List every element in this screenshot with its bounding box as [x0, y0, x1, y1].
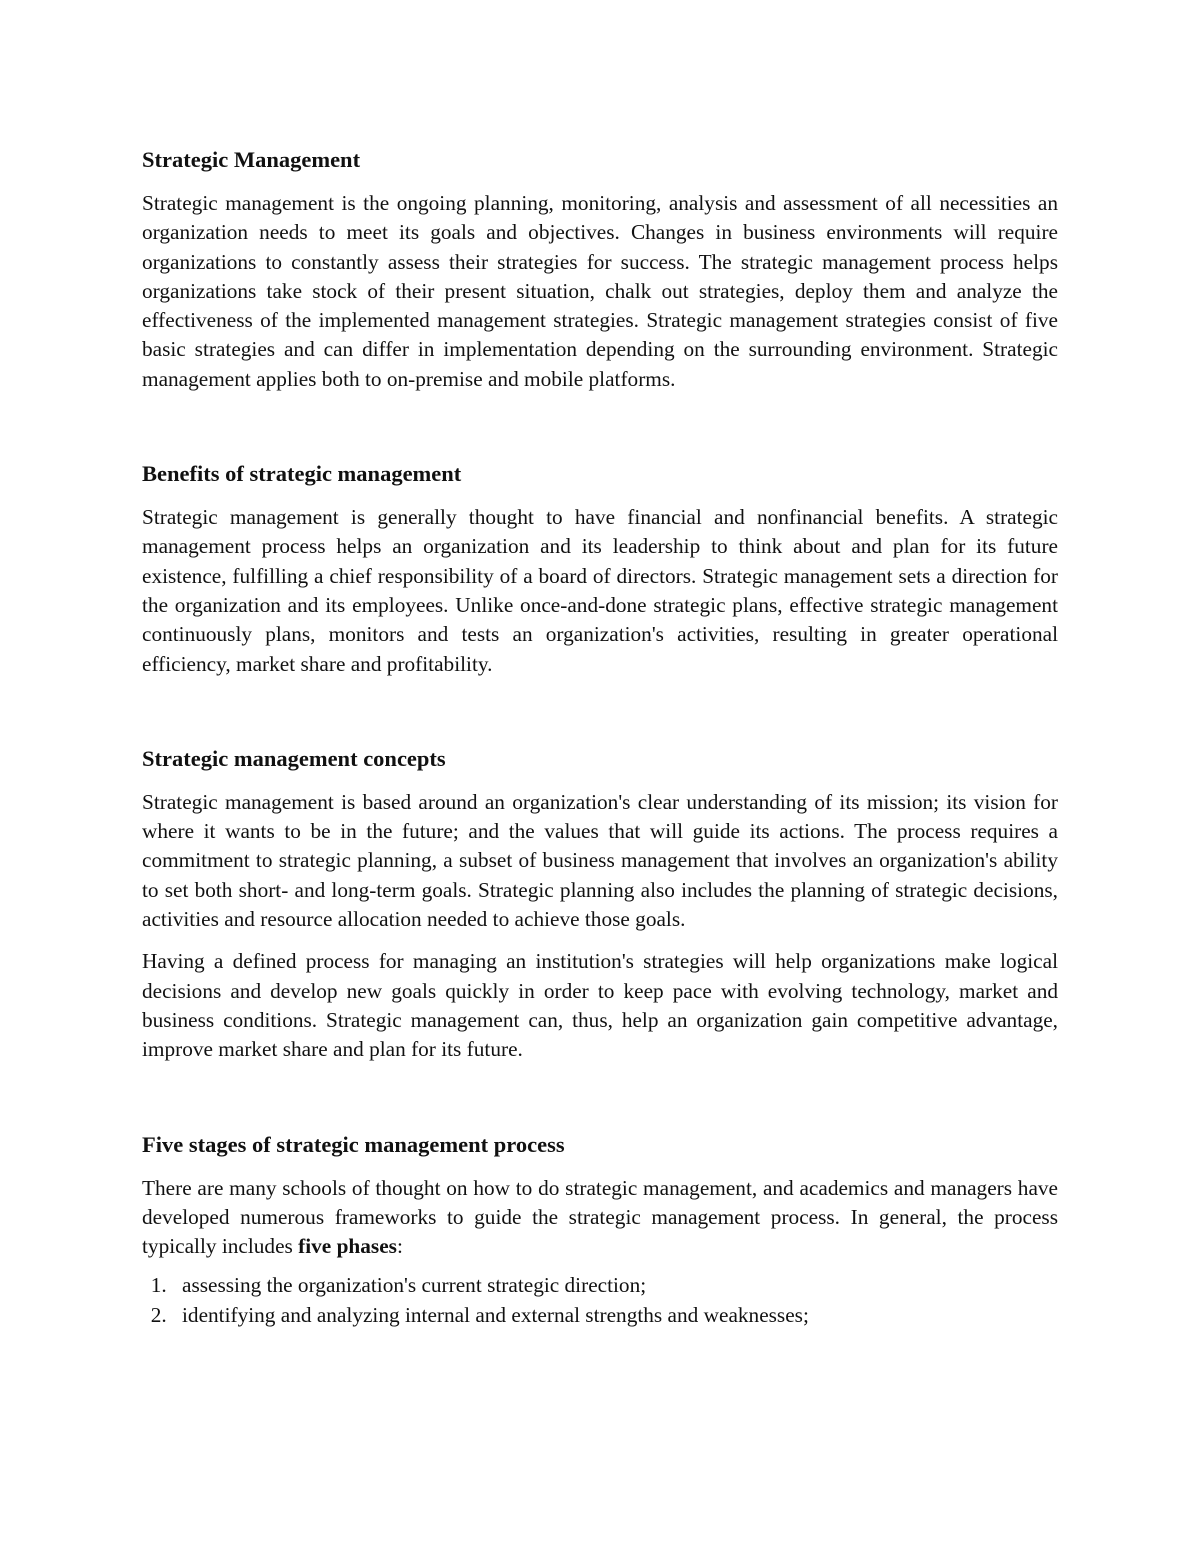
intro-bold-text: five phases [298, 1234, 397, 1259]
intro-text: There are many schools of thought on how to do strategic management, and academics and managers have developed numerous frameworks to guide the strategic management process. In general, the process typically includes [142, 1175, 1058, 1259]
paragraph: Strategic management is generally thought to have financial and nonfinancial benefits. A strategic management process helps an organization and its leadership to think about and plan for its future existence, fulfilling a chief responsibility of a board of directors. Strategic management sets a direction for the organization and its employees. Unlike once-and-done strategic plans, effective strategic management continuously plans, monitors and tests an organization's activities, resulting in greater operational efficiency, market share and profitability. [142, 505, 1058, 676]
paragraph: Strategic management is the ongoing planning, monitoring, analysis and assessment of all necessities an organization needs to meet its goals and objectives. Changes in business environments will require organizations to constantly assess their strategies for success. The strategic management process helps organizations take stock of their present situation, chalk out strategies, deploy them and analyze the effectiveness of the implemented management strategies. Strategic management strategies consist of five basic strategies and can differ in implementation depending on the surrounding environment. Strategic management applies both to on-premise and mobile platforms. [142, 191, 1058, 391]
list-item: 1. assessing the organization's current strategic direction; [172, 1271, 1058, 1300]
paragraph: Strategic management is based around an organization's clear understanding of its mission; its vision for where it wants to be in the future; and the values that will guide its actions. The process requires a commitment to strategic planning, a subset of business management that involves an organization's ability to set both short- and long-term goals. Strategic planning also includes the planning of strategic decisions, activities and resource allocation needed to achieve those goals. [142, 789, 1058, 932]
heading-five-stages: Five stages of strategic management process [142, 1131, 565, 1157]
document-page [142, 138, 1058, 1396]
paragraph [142, 1174, 1058, 1262]
section-concepts [142, 745, 1058, 1065]
section-strategic-management [142, 146, 1058, 394]
section-five-stages [142, 1131, 1058, 1330]
intro-suffix: : [396, 1234, 403, 1259]
section-benefits [142, 460, 1058, 679]
list-item: 2. identifying and analyzing internal and external strengths and weaknesses; [172, 1301, 1058, 1330]
heading-benefits: Benefits of strategic management [142, 461, 462, 487]
paragraph: Having a defined process for managing an institution's strategies will help organizations make logical decisions and develop new goals quickly in order to keep pace with evolving technology, market and business conditions. Strategic management can, thus, help an organization gain competitive advantage, improve market share and plan for its future. [142, 949, 1058, 1062]
phases-list [142, 1271, 1058, 1330]
heading-concepts: Strategic management concepts [142, 745, 446, 771]
heading-strategic-management: Strategic Management [142, 147, 361, 172]
